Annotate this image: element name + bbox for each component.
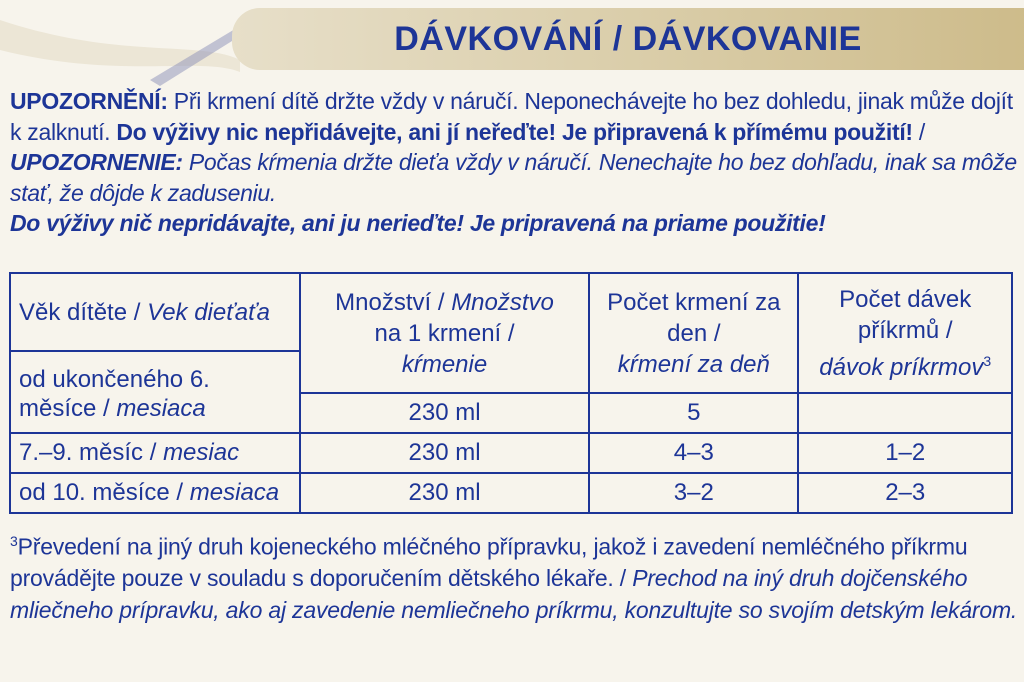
- row2-feeds: 4–3: [589, 433, 798, 473]
- footnote: [10, 526, 1020, 626]
- row2-doses: 1–2: [798, 433, 1012, 473]
- row1-doses: [798, 393, 1012, 433]
- row3-doses: 2–3: [798, 473, 1012, 513]
- row1-feeds: 5: [589, 393, 798, 433]
- warning-paragraph: [10, 86, 1020, 239]
- table-row: [10, 473, 1012, 513]
- footnote-text-sk: Prechod na iný druh dojčenského mliečneho prípravku, ako aj zavedenie nemliečneho príkrmu, konzultujte so svojím detským lekárom.: [10, 565, 1018, 623]
- warning-separator: /: [912, 118, 925, 145]
- header-age: Věk dítěte / Vek dieťaťa: [10, 273, 300, 351]
- table-header-row: [10, 273, 1012, 351]
- row1-age: od ukončeného 6. měsíce / mesiaca: [10, 351, 300, 433]
- header-amount: Množství / Množstvo na 1 krmení / kŕmenie: [300, 273, 589, 393]
- row1-amount: 230 ml: [300, 393, 589, 433]
- header-feeds: Počet krmení za den / kŕmení za deň: [589, 273, 798, 393]
- header-doses: Počet dávek příkrmů / dávok príkrmov$^3$: [798, 273, 1012, 393]
- warning-label-cz: UPOZORNĚNÍ:: [10, 88, 168, 114]
- warning-bold-cz: Do výživy nic nepřidávejte, ani jí neřeďte! Je připravená k přímému použití!: [116, 118, 913, 145]
- row3-feeds: 3–2: [589, 473, 798, 513]
- row3-age: od 10. měsíce / mesiaca: [10, 473, 300, 513]
- warning-label-sk: UPOZORNENIE:: [10, 149, 183, 175]
- page-title: DÁVKOVÁNÍ / DÁVKOVANIE: [394, 19, 862, 58]
- row2-age: 7.–9. měsíc / mesiac: [10, 433, 300, 473]
- row3-amount: 230 ml: [300, 473, 589, 513]
- warning-text-sk: Počas kŕmenia držte dieťa vždy v náručí. Nenechajte ho bez dohľadu, inak sa môže stať, že dôjde k zaduseniu.: [10, 149, 1017, 206]
- table-row: [10, 433, 1012, 473]
- footnote-marker: 3: [10, 533, 18, 549]
- footnote-text-cz: Převedení na jiný druh kojeneckého mléčného přípravku, jakož i zavedení nemléčného příkrmu provádějte pouze v souladu s doporučením dětského lékaře. /: [10, 533, 968, 592]
- dosage-table: [9, 272, 1013, 514]
- row2-amount: 230 ml: [300, 433, 589, 473]
- warning-bold-sk: Do výživy nič nepridávajte, ani ju nerieďte! Je pripravená na priame použitie!: [10, 210, 826, 236]
- warning-text-cz: Při krmení dítě držte vždy v náručí. Neponechávejte ho bez dohledu, jinak může dojít k zalknutí.: [10, 88, 1013, 145]
